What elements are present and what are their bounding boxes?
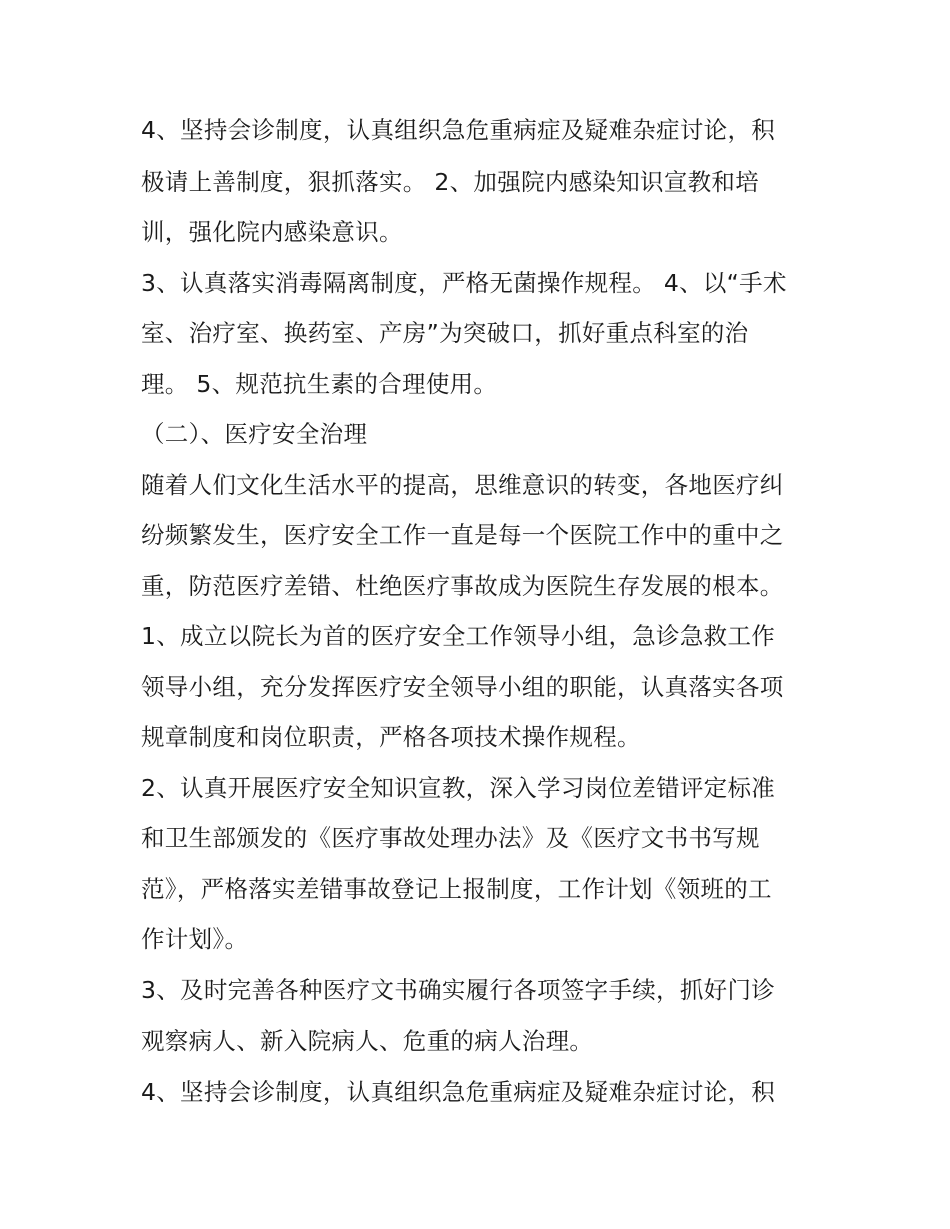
text-line: 随着人们文化生活水平的提高，思维意识的转变，各地医疗纠 — [141, 471, 784, 499]
text-line: 1、成立以院长为首的医疗安全工作领导小组，急诊急救工作 — [141, 622, 776, 650]
text-line: 3、认真落实消毒隔离制度，严格无菌操作规程。 4、以“手术 — [141, 269, 787, 297]
text-line: 和卫生部颁发的《医疗事故处理办法》及《医疗文书书写规 — [141, 824, 760, 852]
text-line: 室、治疗室、换药室、产房”为突破口，抓好重点科室的治 — [141, 319, 749, 347]
text-line: 重，防范医疗差错、杜绝医疗事故成为医院生存发展的根本。 — [141, 572, 784, 600]
text-line: 领导小组，充分发挥医疗安全领导小组的职能，认真落实各项 — [141, 673, 784, 701]
text-line: 范》，严格落实差错事故登记上报制度，工作计划《领班的工 — [141, 875, 772, 903]
text-line: 纷频繁发生，医疗安全工作一直是每一个医院工作中的重中之 — [141, 521, 784, 549]
text-line: 极请上善制度，狠抓落实。 2、加强院内感染知识宣教和培 — [141, 168, 760, 196]
text-line: 2、认真开展医疗安全知识宣教，深入学习岗位差错评定标准 — [141, 774, 776, 802]
text-line: 作计划》。 — [141, 925, 249, 953]
text-line: 规章制度和岗位职责，严格各项技术操作规程。 — [141, 723, 641, 751]
text-line: 3、及时完善各种医疗文书确实履行各项签字手续，抓好门诊 — [141, 976, 776, 1004]
text-line: 观察病人、新入院病人、危重的病人治理。 — [141, 1027, 594, 1055]
text-line: 理。 5、规范抗生素的合理使用。 — [141, 370, 498, 398]
text-line: 训，强化院内感染意识。 — [141, 218, 403, 246]
text-line: 4、坚持会诊制度，认真组织急危重病症及疑难杂症讨论，积 — [141, 1078, 776, 1106]
text-line: 4、坚持会诊制度，认真组织急危重病症及疑难杂症讨论，积 — [141, 116, 776, 144]
section-heading: （二）、医疗安全治理 — [141, 420, 368, 448]
